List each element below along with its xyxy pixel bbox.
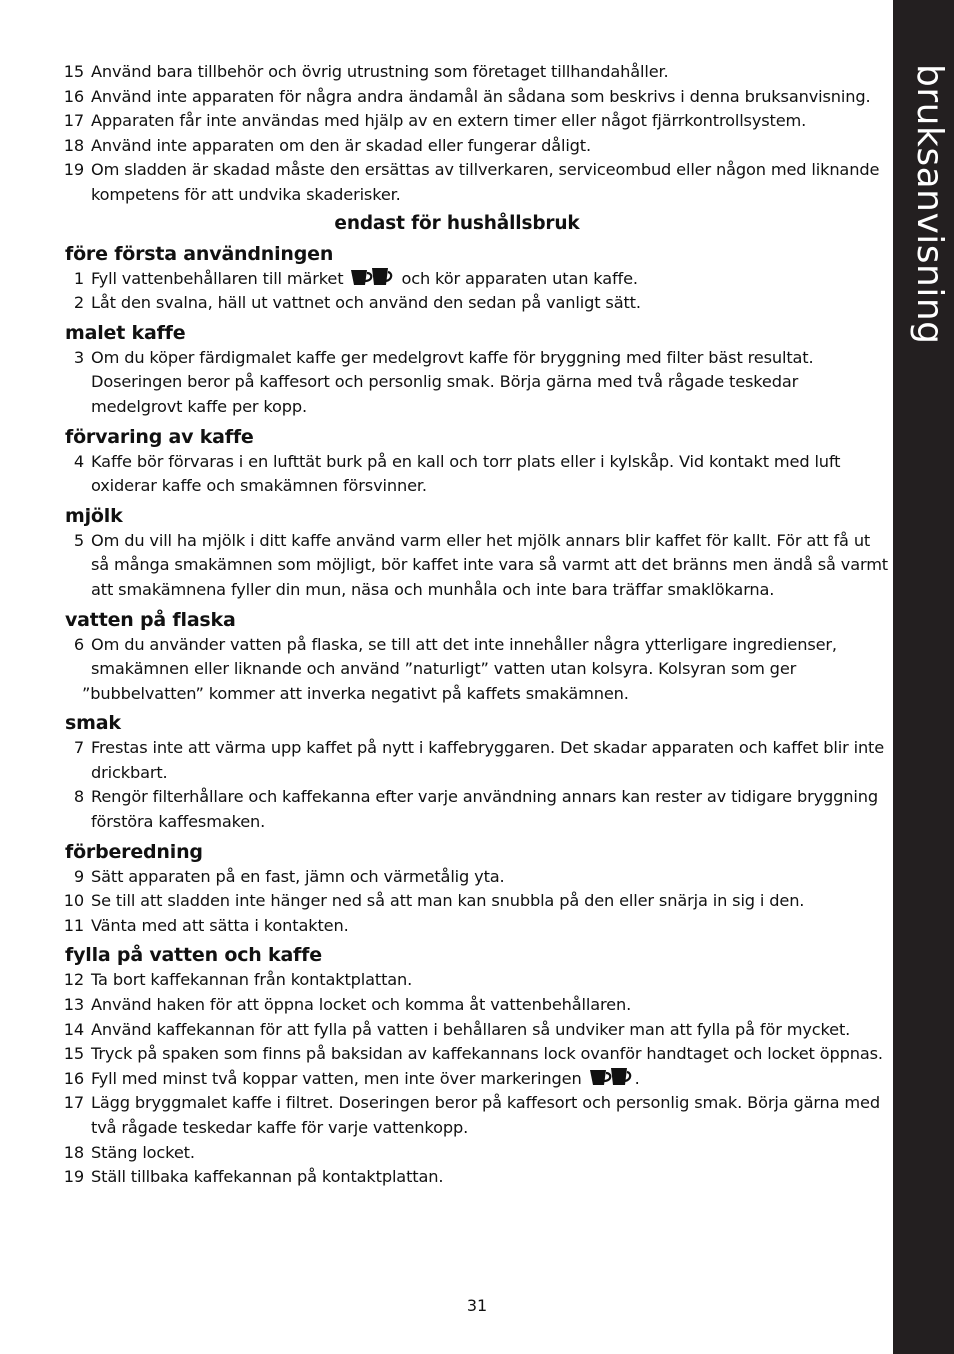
- item-number: 1: [73, 268, 84, 288]
- item-number: 18: [63, 1142, 84, 1162]
- item-text: Sätt apparaten på en fast, jämn och värmetålig yta.: [91, 866, 505, 886]
- item-text: Använd inte apparaten om den är skadad eller fungerar dåligt.: [91, 135, 591, 155]
- manual-content: [62, 60, 892, 1190]
- item-text: Ställ tillbaka kaffekannan på kontaktplattan.: [91, 1167, 444, 1187]
- list-item: [62, 85, 892, 110]
- item-number: 19: [63, 160, 84, 180]
- item-number: 5: [73, 530, 84, 550]
- item-text: Fyll med minst två koppar vatten, men inte över markeringen: [91, 1068, 582, 1088]
- list-item: [62, 736, 892, 785]
- list-item: [62, 60, 892, 85]
- list-item: [62, 865, 892, 890]
- item-number: 16: [63, 86, 84, 106]
- item-number: 15: [63, 1044, 84, 1064]
- item-number: 9: [73, 866, 84, 886]
- section-heading: förberedning: [65, 840, 203, 863]
- list-item: [62, 1067, 892, 1092]
- item-text: Ta bort kaffekannan från kontaktplattan.: [91, 970, 413, 990]
- item-text: Använd bara tillbehör och övrig utrustning som företaget tillhandahåller.: [91, 62, 669, 81]
- list-item: [62, 914, 892, 939]
- item-text-line: Om du använder vatten på flaska, se till att det inte innehåller några ytterligare ingredienser,: [91, 634, 837, 654]
- list-item: [62, 785, 892, 834]
- item-text-line: ”bubbelvatten” kommer att inverka negativt på kaffets smakämnen.: [82, 683, 629, 703]
- item-text: och kör apparaten utan kaffe.: [401, 268, 638, 288]
- list-item: [62, 1042, 892, 1067]
- item-number: 7: [73, 738, 84, 758]
- item-number: 8: [73, 787, 84, 807]
- item-text: Kaffe bör förvaras i en lufttät burk på en kall och torr plats eller i kylskåp. Vid kontakt med luft oxiderar kaffe och smakämnen försvinner.: [91, 451, 841, 496]
- cup-max-mark-icon: [589, 1067, 633, 1087]
- item-text: Rengör filterhållare och kaffekanna efter varje användning annars kan rester av tidigare bryggning förstöra kaffesmaken.: [91, 787, 878, 832]
- section-heading: före första användningen: [65, 242, 334, 265]
- list-item: [62, 889, 892, 914]
- item-text: Se till att sladden inte hänger ned så att man kan snubbla på den eller snärja in sig i den.: [91, 891, 805, 911]
- item-number: 15: [63, 62, 84, 81]
- list-item: [62, 450, 892, 499]
- item-number: 17: [63, 1093, 84, 1113]
- item-number: 6: [73, 634, 84, 654]
- list-item: [62, 1141, 892, 1166]
- item-text: Om sladden är skadad måste den ersättas av tillverkaren, serviceombud eller någon med liknande kompetens för att undvika skaderisker.: [91, 160, 880, 204]
- section-heading: mjölk: [65, 504, 123, 527]
- item-number: 19: [63, 1167, 84, 1187]
- section-heading: fylla på vatten och kaffe: [65, 944, 322, 967]
- item-text: Använd kaffekannan för att fylla på vatten i behållaren så undviker man att fylla på för mycket.: [91, 1019, 851, 1039]
- item-text: Låt den svalna, häll ut vattnet och använd den sedan på vanligt sätt.: [91, 293, 641, 313]
- list-item: [62, 134, 892, 159]
- item-number: 11: [63, 915, 84, 935]
- item-text: Lägg bryggmalet kaffe i filtret. Doseringen beror på kaffesort och personlig smak. Börja gärna med två rågade teskedar kaffe för varje vattenkopp.: [91, 1093, 880, 1137]
- list-item: [62, 1165, 892, 1190]
- list-item: [62, 158, 892, 207]
- list-item: [62, 968, 892, 993]
- item-text: Använd haken för att öppna locket och komma åt vattenbehållaren.: [91, 995, 632, 1015]
- list-item: [62, 1091, 892, 1140]
- item-number: 12: [63, 970, 84, 990]
- item-text: Stäng locket.: [91, 1142, 195, 1162]
- section-heading: vatten på flaska: [65, 608, 236, 631]
- side-tab-label: bruksanvisning: [909, 64, 950, 345]
- item-text: Apparaten får inte användas med hjälp av en extern timer eller något fjärrkontrollsystem.: [91, 111, 807, 131]
- cup-max-mark-icon: [350, 267, 394, 287]
- item-number: 10: [63, 891, 84, 911]
- list-item: [62, 109, 892, 134]
- item-text: Fyll vattenbehållaren till märket: [91, 268, 344, 288]
- item-number: 3: [73, 347, 84, 367]
- item-text-line: smakämnen eller liknande och använd ”naturligt” vatten utan kolsyra. Kolsyran som ger: [91, 659, 797, 679]
- item-text: Om du vill ha mjölk i ditt kaffe använd varm eller het mjölk annars blir kaffet för kallt. För att få ut så många smakämnen som möjligt, bör kaffet inte vara så varmt att det bränns men ändå så varmt att smakämnena fyller din mun, näsa och munhåla och inte bara träffar smaklökarna.: [91, 530, 889, 599]
- item-number: 13: [63, 995, 84, 1015]
- list-item: [62, 993, 892, 1018]
- item-number: 16: [63, 1068, 84, 1088]
- item-number: 2: [73, 293, 84, 313]
- list-item: [62, 346, 892, 420]
- item-number: 14: [63, 1019, 84, 1039]
- item-text: .: [634, 1068, 640, 1088]
- list-item: [62, 529, 892, 603]
- item-text: Frestas inte att värma upp kaffet på nytt i kaffebryggaren. Det skadar apparaten och kaffet blir inte drickbart.: [91, 738, 885, 782]
- item-text: Vänta med att sätta i kontakten.: [91, 915, 349, 935]
- list-item: [62, 267, 892, 292]
- item-text: Använd inte apparaten för några andra ändamål än sådana som beskrivs i denna bruksanvisning.: [91, 86, 871, 106]
- item-number: 17: [63, 111, 84, 131]
- item-number: 18: [63, 135, 84, 155]
- list-item: [62, 1018, 892, 1043]
- item-number: 4: [73, 451, 84, 471]
- household-use-note: endast för hushållsbruk: [334, 212, 580, 234]
- page-number: 31: [466, 1296, 488, 1315]
- item-text: Tryck på spaken som finns på baksidan av kaffekannans lock ovanför handtaget och locket öppnas.: [91, 1044, 883, 1064]
- section-heading: förvaring av kaffe: [65, 425, 254, 448]
- list-item: [62, 291, 892, 316]
- list-item: [62, 633, 892, 707]
- item-text: Om du köper färdigmalet kaffe ger medelgrovt kaffe för bryggning med filter bäst resultat. Doseringen beror på kaffesort och personlig smak. Börja gärna med två rågade teskedar medelgrovt kaffe per kopp.: [91, 347, 814, 416]
- section-heading: malet kaffe: [65, 321, 186, 344]
- section-heading: smak: [65, 712, 121, 735]
